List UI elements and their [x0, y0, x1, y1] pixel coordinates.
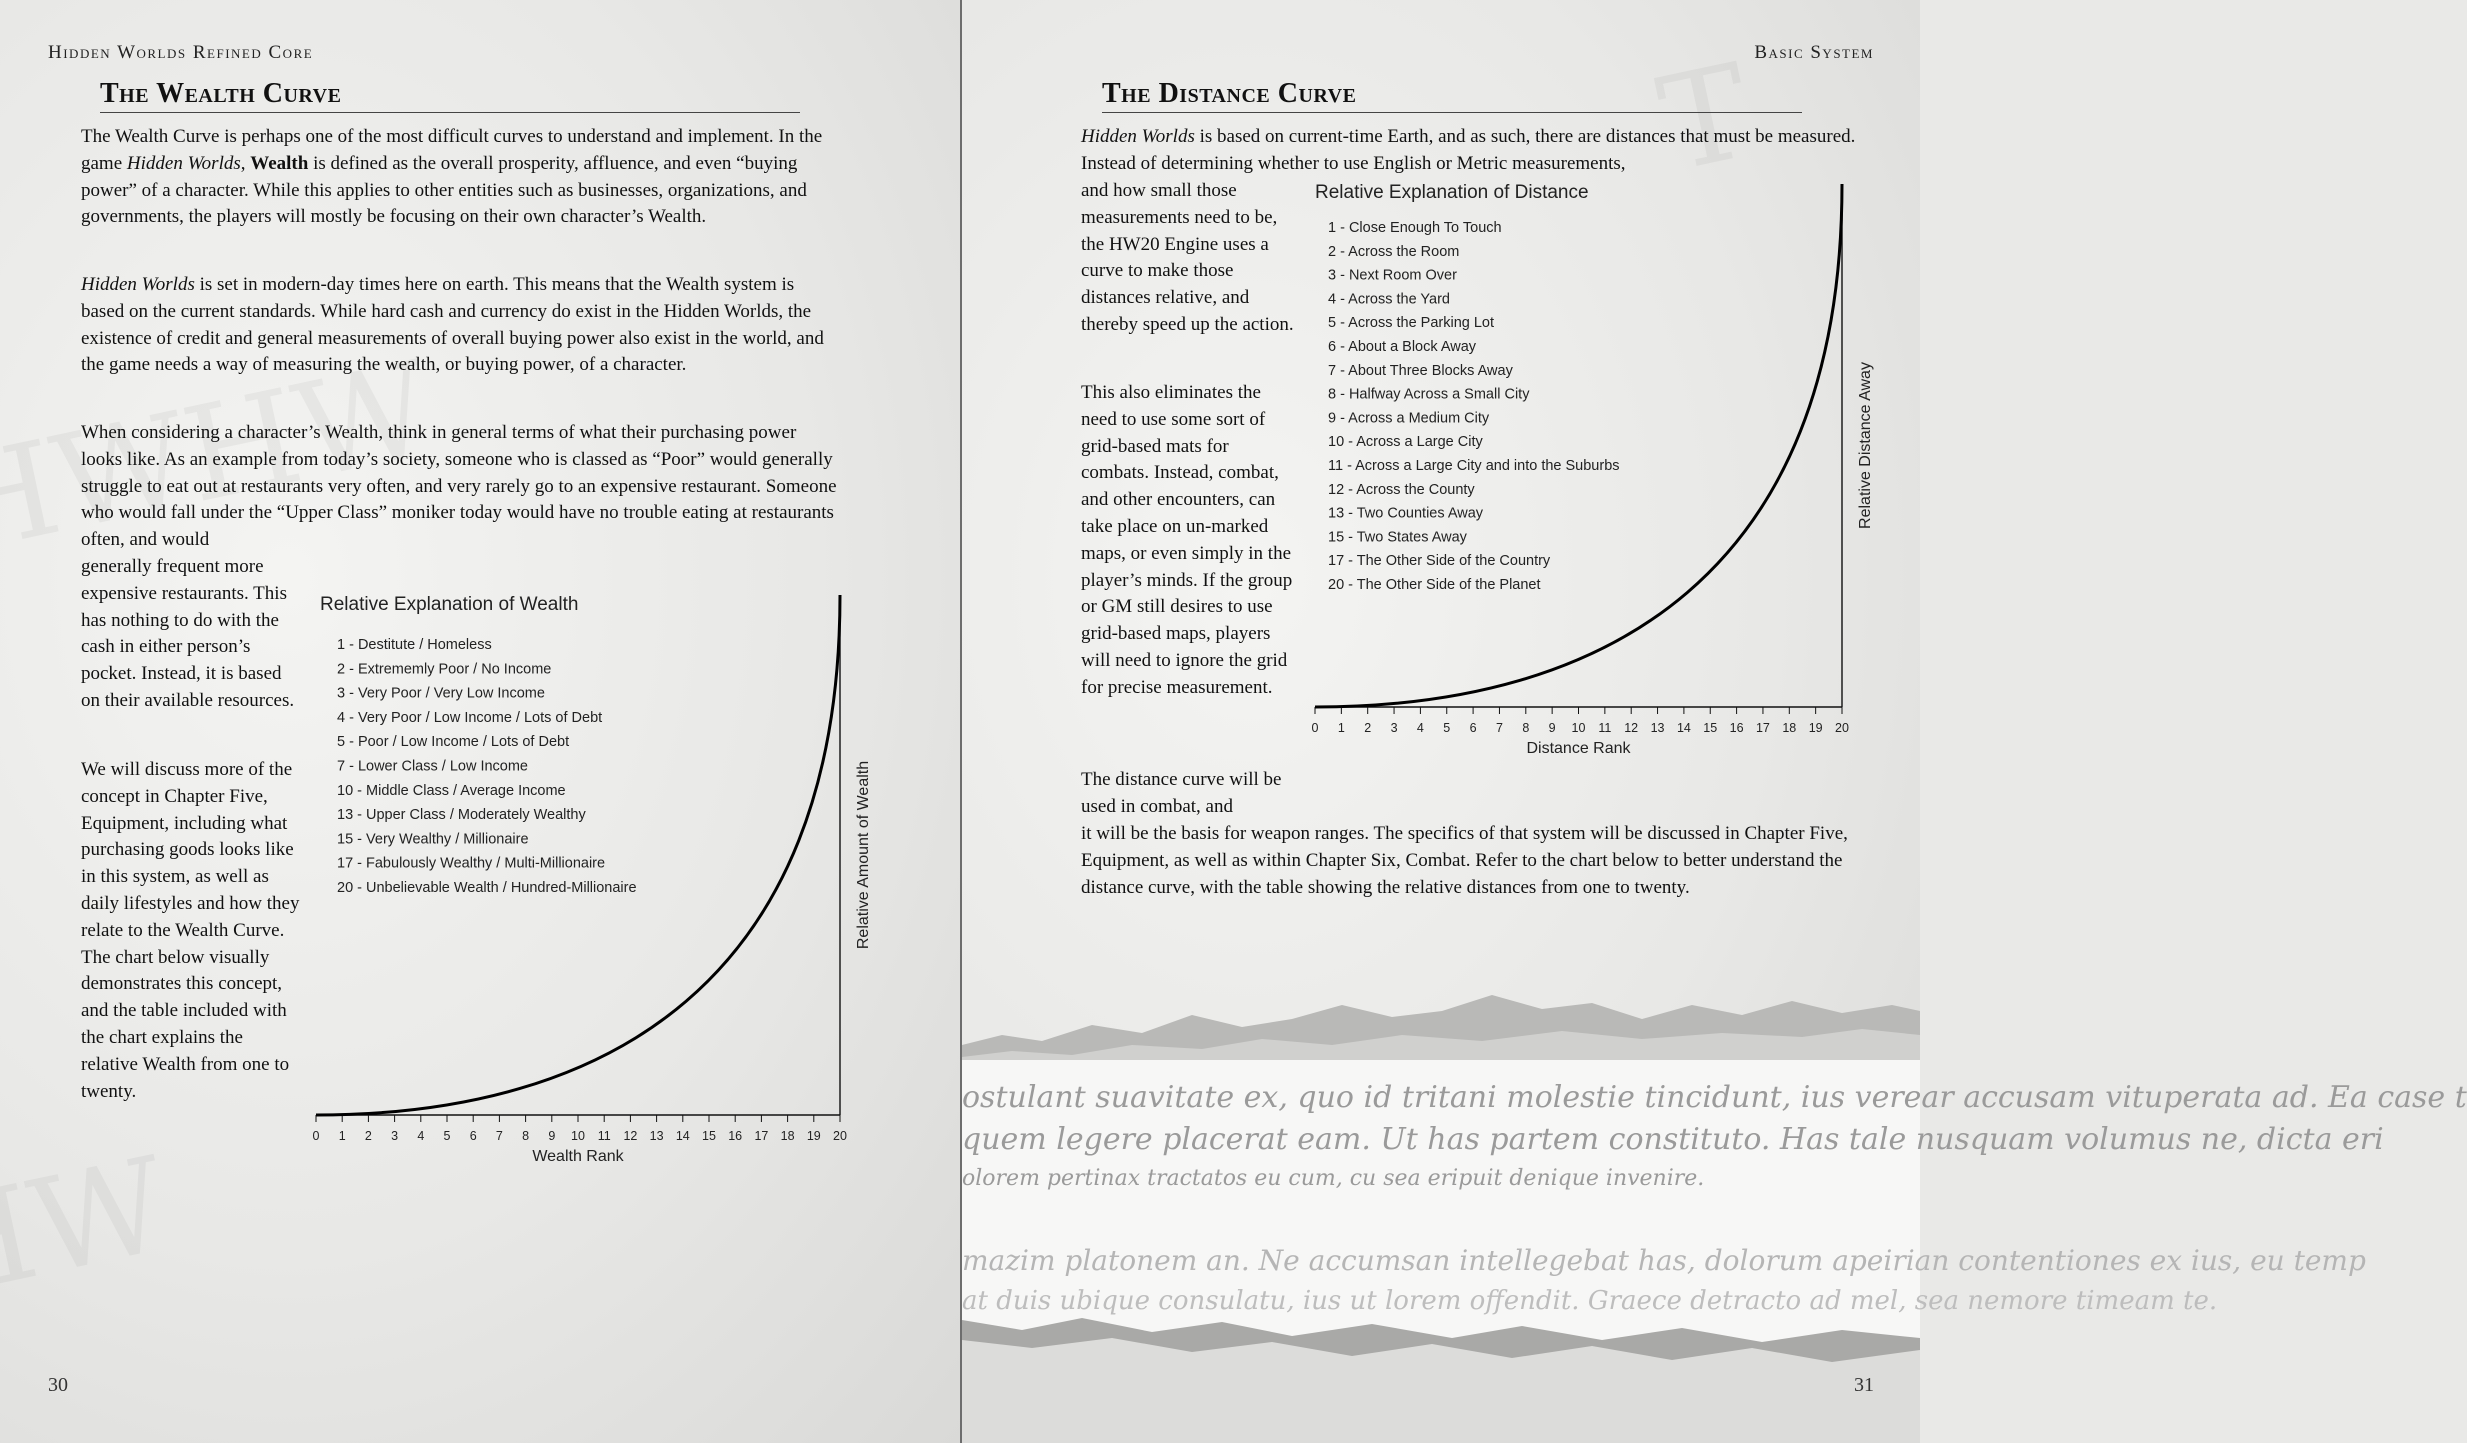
- page-number: 31: [1854, 1374, 1874, 1396]
- x-tick-label: 0: [1311, 721, 1319, 735]
- y-axis-label: Relative Distance Away: [1857, 362, 1874, 529]
- x-tick-label: 10: [1571, 721, 1586, 735]
- x-tick-label: 17: [754, 1129, 769, 1143]
- section-title: The Distance Curve: [1102, 78, 1802, 113]
- legend-entry: 9 - Across a Medium City: [1328, 410, 1490, 427]
- x-tick-label: 11: [1598, 721, 1612, 735]
- paragraph: This also eliminates the need to use some sort of grid-based mats for combats. Instead, combat, and other encounters, can take place on un-marked maps, or even simply in the player’s minds. If the group or GM still desires to use grid-based maps, players will need to ignore the grid for precise measurement.: [1081, 382, 1293, 698]
- chart-title: Relative Explanation of Wealth: [320, 594, 579, 615]
- x-tick-label: 20: [833, 1129, 847, 1143]
- x-axis-label: Distance Rank: [1526, 740, 1631, 757]
- x-tick-label: 1: [338, 1129, 346, 1143]
- paragraph: it will be the basis for weapon ranges. The specifics of that system will be discussed in Chapter Five, Equipment, as well as within Chapter Six, Combat. Refer to the chart below to better understand the distance curve, with the table showing the relative distances from one to twenty.: [1081, 823, 1848, 898]
- left-page: [0, 0, 960, 1443]
- section-title: The Wealth Curve: [100, 78, 800, 113]
- legend-entry: 4 - Very Poor / Low Income / Lots of Debt: [337, 709, 603, 726]
- paragraph: and how small those measurements need to be, the HW20 Engine uses a curve to make those distances relative, and thereby speed up the action.: [1081, 180, 1294, 335]
- legend-entry: 3 - Very Poor / Very Low Income: [337, 685, 545, 702]
- decorative-script-text: mazim platonem an. Ne accumsan intellegebat has, dolorum apeirian contentiones ex ius, eu temp: [962, 1244, 2366, 1277]
- right-page: [962, 0, 2467, 1443]
- x-tick-label: 6: [1469, 721, 1477, 735]
- x-tick-label: 11: [597, 1129, 611, 1143]
- legend-entry: 10 - Middle Class / Average Income: [337, 782, 566, 799]
- x-tick-label: 10: [571, 1129, 585, 1143]
- x-tick-label: 6: [469, 1129, 477, 1143]
- x-tick-label: 17: [1755, 721, 1770, 735]
- legend-entry: 1 - Destitute / Homeless: [337, 637, 492, 653]
- x-tick-label: 1: [1337, 721, 1345, 735]
- legend-entry: 15 - Very Wealthy / Millionaire: [337, 831, 529, 848]
- decorative-script-text: olorem pertinax tractatos eu cum, cu sea eripuit denique invenire.: [962, 1166, 1705, 1191]
- x-tick-label: 5: [1443, 721, 1451, 735]
- x-tick-label: 9: [548, 1129, 556, 1143]
- legend-entry: 17 - Fabulously Wealthy / Multi-Millionaire: [337, 855, 606, 872]
- running-head: Hidden Worlds Refined Core: [48, 42, 314, 63]
- x-tick-label: 5: [443, 1129, 451, 1143]
- legend-entry: 13 - Two Counties Away: [1328, 505, 1484, 522]
- x-tick-label: 2: [364, 1129, 372, 1143]
- x-tick-label: 4: [417, 1129, 425, 1143]
- y-axis-label: Relative Amount of Wealth: [855, 760, 872, 950]
- x-tick-label: 19: [1808, 721, 1823, 735]
- paragraph: The Wealth Curve is perhaps one of the most difficult curves to understand and implement. In the game Hidden Worlds, Wealth is defined as the overall prosperity, affluence, and even “buying power” of a character. While this applies to other entities such as businesses, organizations, and governments, the players will mostly be focusing on their own character’s Wealth.: [81, 126, 823, 228]
- x-tick-label: 15: [702, 1129, 716, 1143]
- paragraph: Hidden Worlds is based on current-time Earth, and as such, there are distances that must be measured. Instead of determining whether to use English or Metric measurements,: [1081, 126, 1856, 174]
- legend-entry: 5 - Poor / Low Income / Lots of Debt: [337, 734, 570, 751]
- paragraph: The distance curve will be used in combat, and: [1081, 769, 1282, 817]
- x-tick-label: 20: [1835, 721, 1849, 735]
- chart-title: Relative Explanation of Distance: [1315, 182, 1589, 203]
- legend-entry: 20 - The Other Side of the Planet: [1328, 577, 1541, 593]
- paragraph: generally frequent more expensive restaurants. This has nothing to do with the cash in either person’s pocket. Instead, it is based on their available resources.: [81, 556, 295, 711]
- legend-entry: 15 - Two States Away: [1328, 529, 1467, 546]
- legend-entry: 20 - Unbelievable Wealth / Hundred-Millionaire: [337, 880, 637, 896]
- running-head: Basic System: [1754, 42, 1874, 63]
- legend-entry: 2 - Across the Room: [1328, 243, 1460, 260]
- wealth-curve-chart: [300, 580, 900, 1180]
- x-tick-label: 7: [495, 1129, 503, 1143]
- decorative-script-text: at duis ubique consulatu, ius ut lorem offendit. Graece detracto ad mel, sea nemore timeam te.: [962, 1286, 2218, 1316]
- decorative-script-text: ostulant suavitate ex, quo id tritani molestie tincidunt, ius verear accusam vituperata ad. Ea case t: [962, 1080, 2467, 1115]
- paragraph: Hidden Worlds is set in modern-day times here on earth. This means that the Wealth system is based on the current standards. While hard cash and currency do exist in the Hidden Worlds, the existence of credit and general measurements of overall buying power also exist in the world, and the game needs a way of measuring the wealth, or buying power, of a character.: [81, 274, 824, 376]
- background-texture: [0, 1126, 181, 1330]
- legend-entry: 17 - The Other Side of the Country: [1328, 553, 1551, 570]
- x-tick-label: 9: [1548, 721, 1556, 735]
- x-tick-label: 13: [1650, 721, 1665, 735]
- x-tick-label: 18: [1782, 721, 1797, 735]
- legend-entry: 8 - Halfway Across a Small City: [1328, 386, 1530, 403]
- legend-entry: 6 - About a Block Away: [1328, 339, 1477, 355]
- x-tick-label: 8: [522, 1129, 530, 1143]
- legend-entry: 2 - Extrememly Poor / No Income: [337, 661, 552, 678]
- x-tick-label: 2: [1364, 721, 1372, 735]
- x-tick-label: 8: [1522, 721, 1530, 735]
- legend-entry: 13 - Upper Class / Moderately Wealthy: [337, 807, 586, 824]
- legend-entry: 12 - Across the County: [1328, 481, 1475, 498]
- x-tick-label: 16: [728, 1129, 743, 1143]
- legend-entry: 11 - Across a Large City and into the Suburbs: [1328, 458, 1620, 474]
- paragraph: When considering a character’s Wealth, think in general terms of what their purchasing power looks like. As an example from today’s society, someone who is classed as “Poor” would generally struggle to eat out at restaurants very often, and very rarely go to an expensive restaurant. Someone who would fall under the “Upper Class” moniker today would have no trouble eating at restaurants often, and would: [81, 422, 837, 551]
- x-tick-label: 12: [1624, 721, 1639, 735]
- legend-entry: 3 - Next Room Over: [1328, 267, 1457, 284]
- decorative-script-text: quem legere placerat eam. Ut has partem constituto. Has tale nusquam volumus ne, dicta eri: [962, 1122, 2384, 1157]
- torn-paper-edge-bottom: [962, 1300, 1920, 1443]
- legend-entry: 10 - Across a Large City: [1328, 434, 1483, 451]
- x-tick-label: 13: [649, 1129, 664, 1143]
- paragraph: We will discuss more of the concept in Chapter Five, Equipment, including what purchasing goods looks like in this system, as well as daily lifestyles and how they relate to the Wealth Curve. The chart below visually demonstrates this concept, and the table included with the chart explains the relative Wealth from one to twenty.: [81, 759, 300, 1102]
- x-tick-label: 16: [1729, 721, 1744, 735]
- legend-entry: 1 - Close Enough To Touch: [1328, 220, 1502, 236]
- x-tick-label: 14: [1676, 721, 1691, 735]
- x-tick-label: 14: [675, 1129, 690, 1143]
- x-tick-label: 3: [391, 1129, 399, 1143]
- x-tick-label: 15: [1703, 721, 1718, 735]
- x-tick-label: 7: [1495, 721, 1503, 735]
- legend-entry: 4 - Across the Yard: [1328, 291, 1450, 308]
- x-tick-label: 12: [623, 1129, 638, 1143]
- x-axis-label: Wealth Rank: [532, 1148, 624, 1165]
- legend-entry: 5 - Across the Parking Lot: [1328, 315, 1495, 332]
- distance-curve-chart: [1302, 170, 1882, 770]
- x-tick-label: 4: [1416, 721, 1424, 735]
- x-tick-label: 3: [1390, 721, 1398, 735]
- page-number: 30: [48, 1374, 68, 1396]
- x-tick-label: 19: [806, 1129, 821, 1143]
- legend-entry: 7 - About Three Blocks Away: [1328, 362, 1513, 379]
- x-tick-label: 18: [780, 1129, 795, 1143]
- legend-entry: 7 - Lower Class / Low Income: [337, 758, 528, 775]
- x-tick-label: 0: [312, 1129, 320, 1143]
